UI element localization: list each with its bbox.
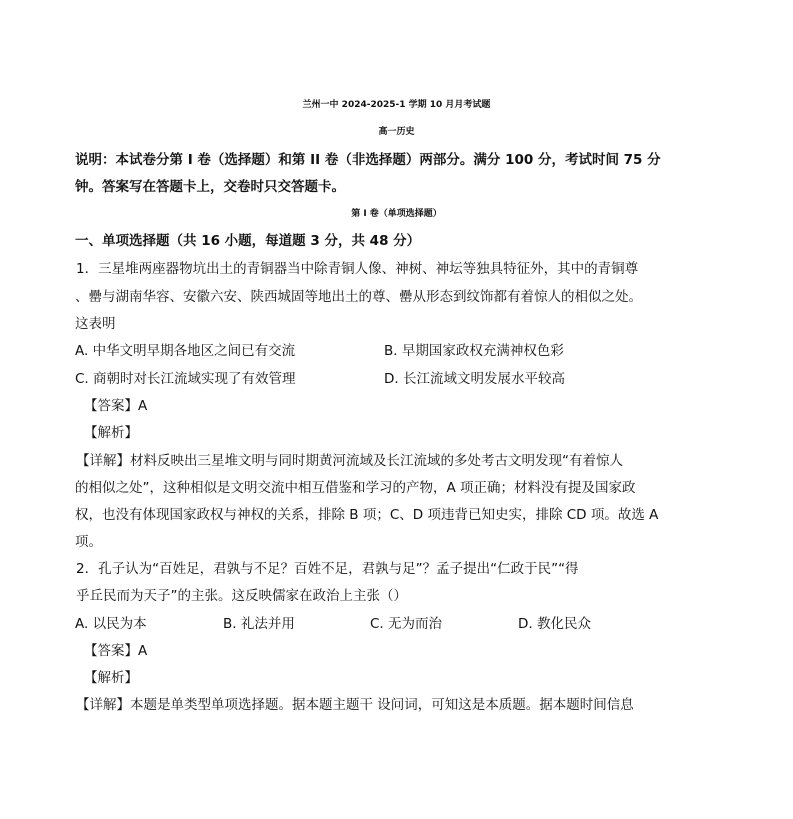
q2-option-a: A. 以民为本 [75, 616, 147, 632]
exam-title: 兰州一中 2024-2025-1 学期 10 月月考试题 [302, 100, 491, 110]
q1-detail-line-1: 【详解】材料反映出三星堆文明与同时期黄河流域及长江流域的多处考古文明发现“有着惊人 [76, 453, 623, 469]
q2-option-d: D. 教化民众 [518, 616, 591, 632]
q1-detail-line-2: 的相似之处”，这种相似是文明交流中相互借鉴和学习的产物，A 项正确；材料没有提及国家政 [75, 480, 636, 496]
q1-detail-line-3: 权，也没有体现国家政权与神权的关系，排除 B 项；C、D 项违背已知史实，排除 CD 项。故选 A [75, 507, 659, 523]
q1-option-a: A. 中华文明早期各地区之间已有交流 [75, 343, 296, 359]
section-heading: 一、单项选择题（共 16 小题，每道题 3 分，共 48 分） [75, 233, 421, 249]
q1-stem-line-2: 、罍与湖南华容、安徽六安、陕西城固等地出土的尊、罍从形态到纹饰都有着惊人的相似之处。 [75, 289, 642, 305]
q1-analysis-label: 【解析】 [84, 425, 138, 441]
q1-stem-line-3: 这表明 [75, 316, 116, 332]
q1-answer: 【答案】A [84, 398, 148, 414]
q2-stem-line-1: 2．孔子认为“百姓足，君孰与不足？百姓不足，君孰与足”？孟子提出“仁政于民”“得 [76, 561, 579, 577]
subject-title: 高一历史 [378, 127, 415, 137]
q1-option-c: C. 商朝时对长江流域实现了有效管理 [75, 371, 296, 387]
instructions-line-1: 说明：本试卷分第 I 卷（选择题）和第 II 卷（非选择题）两部分。满分 100 分，考试时间 75 分 [75, 152, 661, 168]
q2-detail-line-1: 【详解】本题是单类型单项选择题。据本题主题干 设问词，可知这是本质题。据本题时间信息 [76, 697, 634, 713]
q2-option-c: C. 无为而治 [370, 616, 443, 632]
part1-title: 第 I 卷（单项选择题） [351, 209, 442, 219]
q2-analysis-label: 【解析】 [84, 670, 138, 686]
q1-stem-line-1: 1．三星堆两座器物坑出土的青铜器当中除青铜人像、神树、神坛等独具特征外，其中的青铜尊 [76, 261, 639, 277]
instructions-line-2: 钟。答案写在答题卡上，交卷时只交答题卡。 [75, 179, 345, 195]
q1-detail-line-4: 项。 [75, 534, 102, 550]
q1-option-b: B. 早期国家政权充满神权色彩 [384, 343, 564, 359]
q2-answer: 【答案】A [84, 643, 148, 659]
q1-option-d: D. 长江流域文明发展水平较高 [384, 371, 565, 387]
q2-option-b: B. 礼法并用 [223, 616, 295, 632]
q2-stem-line-2: 乎丘民而为天子”的主张。这反映儒家在政治上主张（） [76, 588, 407, 604]
